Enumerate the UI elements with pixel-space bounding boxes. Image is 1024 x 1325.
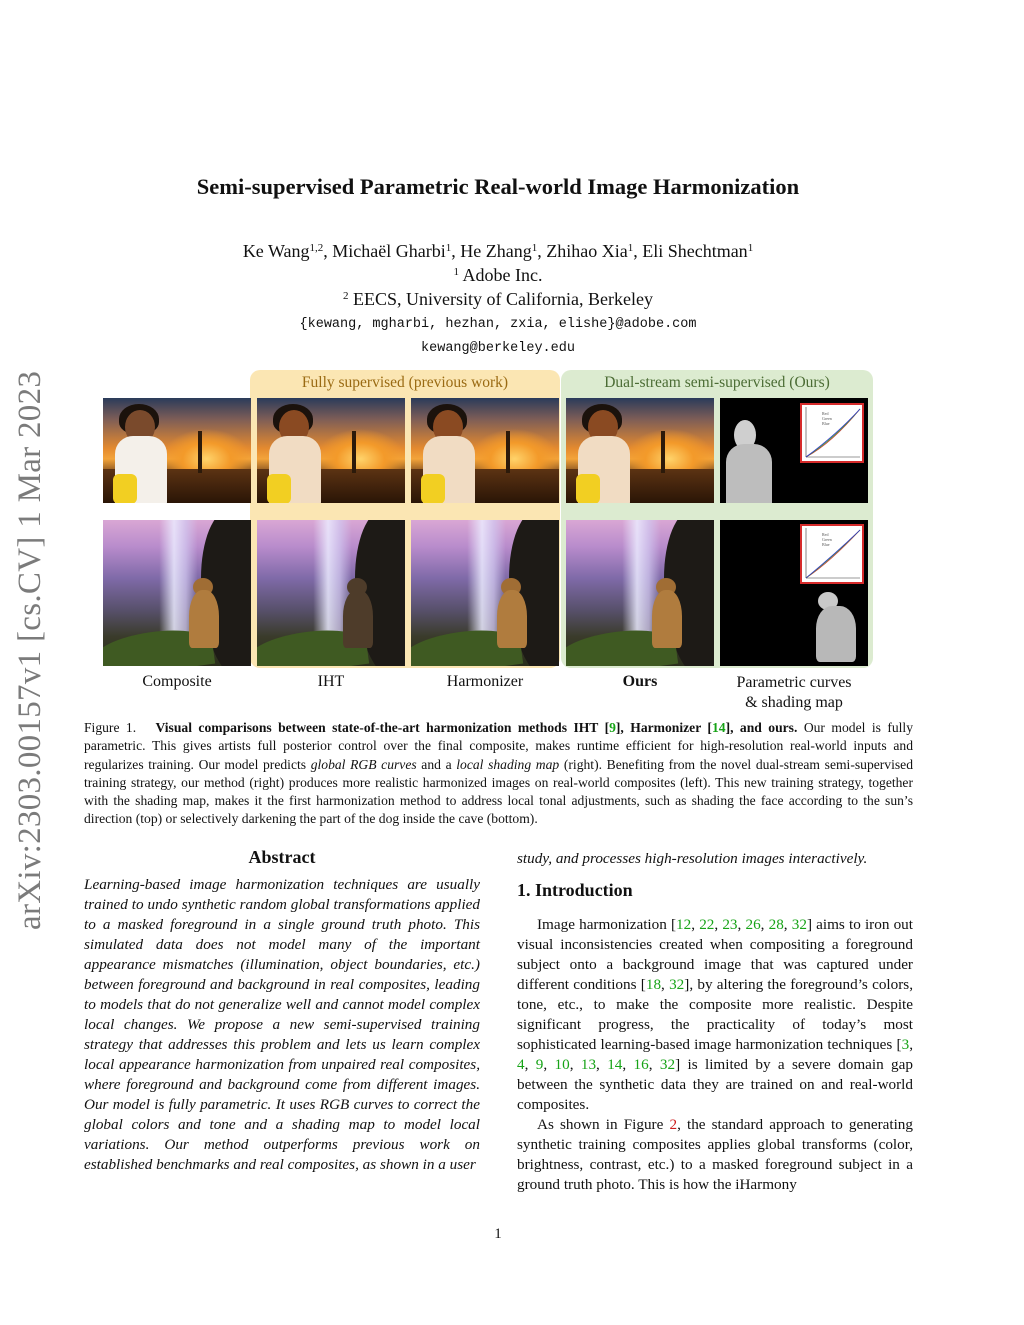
author-name: He Zhang: [460, 241, 532, 261]
intro-p1-text-b: ] aims to iron out visual inconsistencies created when compositing a foreground subject onto a background image that was captured under different conditions [: [517, 916, 913, 993]
figure-caption: [84, 719, 913, 829]
caption-bold-c: ], and ours.: [725, 720, 798, 735]
citation-link[interactable]: 23: [722, 916, 738, 933]
email-adobe: {kewang, mgharbi, hezhan, zxia, elishe}@adobe.com: [299, 317, 697, 332]
composite-portrait-image: [103, 398, 251, 503]
author-name: Zhihao Xia: [546, 241, 628, 261]
rgb-curve-plot-bottom: [800, 524, 864, 584]
column-label-harmonizer: Harmonizer: [446, 673, 524, 690]
caption-em-shading: local shading map: [456, 756, 560, 772]
caption-bold-b: ], Harmonizer [: [615, 720, 712, 735]
column-label-composite: Composite: [142, 673, 212, 690]
citation-group-2: 18, 32: [645, 976, 685, 993]
author-affiliation-marker: 1: [747, 242, 754, 254]
abstract-body: Learning-based image harmonization techniques are usually trained to undo synthetic random global transformations applied to a masked foreground in a single ground truth photo. This simulated data does not model many of the important appearance mismatches (illumination, object boundaries, etc.) between foreground and background in real composites, leading to models that do not generalize well and cannot model complex local changes. We propose a new semi-supervised training strategy that addresses this problem and lets us learn complex local appearance harmonization from unpaired real composites, where foreground and background come from different images. Our model is fully parametric. It uses RGB curves to correct the global colors and tone and a shading map to model local variations. Our method outperforms previous work on established benchmarks and real composites, as shown in a user: [84, 876, 480, 1173]
caption-text-c: (right). Benefiting from the novel dual-stream semi-supervised training strategy, our method (right) produces more realistic harmonized images on real-world composites (left). This new training strategy, together with the shading map, makes it the first harmonization method to address local tonal adjustments, such as shading the face according to the sun’s direction (top) or selectively darkening the part of the dog inside the cave (bottom).: [84, 756, 913, 827]
column-label-ours: Ours: [622, 673, 658, 690]
affiliation-1: [0, 265, 996, 286]
citation-link[interactable]: 3: [901, 1036, 910, 1053]
affiliation-1-marker: 1: [453, 266, 459, 278]
curve-legend-red: Red: [822, 411, 829, 416]
ours-portrait-image: [566, 398, 714, 503]
author-list: Ke Wang$^{1,2}$, Michaël Gharbi$^1$, He Zhang$^1$, Zhihao Xia$^1$, Eli Shechtman$^1$: [242, 241, 754, 261]
curve-legend-blue: Blue: [822, 421, 830, 426]
caption-bold-a: Visual comparisons between state-of-the-art harmonization methods IHT [: [155, 720, 610, 735]
column-label-curves: [705, 673, 883, 713]
intro-p1-text-c: ], by altering the foreground’s colors, tone, etc., to make the composite more realistic. Despite significant progress, the practicality of today’s most sophisticated learning-based image harmonization techniques [: [517, 976, 913, 1053]
curve-legend-green: Green: [822, 416, 832, 421]
portrait-shading-map-image: [720, 398, 868, 503]
waterfall-shading-map-image: [720, 520, 868, 666]
affiliation-2-text: EECS, University of California, Berkeley: [353, 289, 653, 309]
introduction-paragraph-1: [517, 915, 913, 1115]
citation-link-iht[interactable]: 9: [609, 720, 616, 735]
ours-waterfall-image: [566, 520, 714, 666]
intro-p1-text-d: ] is limited by a severe domain gap between the synthetic data they are trained on and real-world composites.: [517, 1056, 913, 1113]
citation-link[interactable]: 18: [645, 976, 662, 993]
citation-link[interactable]: 12: [676, 916, 692, 933]
curve-legend-blue-2: Blue: [822, 542, 830, 547]
citation-link[interactable]: 14: [607, 1056, 623, 1073]
caption-text-b: and a: [416, 756, 457, 772]
figure-label: Figure 1.: [84, 720, 137, 735]
author-affiliation-marker: 1: [627, 242, 634, 254]
caption-text-a: Our model is fully parametric. This gives artists full posterior control over the final composite, makes runtime efficient for high-resolution real-world inputs and regularizes training. Our model predicts: [84, 720, 914, 772]
fully-supervised-group-label: Fully supervised (previous work): [301, 374, 509, 391]
author-name: Michaël Gharbi: [332, 241, 446, 261]
citation-link[interactable]: 16: [633, 1056, 649, 1073]
citation-link[interactable]: 32: [791, 916, 807, 933]
citation-link[interactable]: 9: [535, 1056, 544, 1073]
citation-group-1: 12, 22, 23, 26, 28, 32: [676, 916, 807, 933]
curve-legend-red-2: Red: [822, 532, 829, 537]
citation-link[interactable]: 32: [659, 1056, 676, 1073]
citation-link[interactable]: 28: [768, 916, 784, 933]
citation-link[interactable]: 4: [517, 1056, 525, 1073]
citation-link-harmonizer[interactable]: 14: [711, 720, 726, 735]
composite-waterfall-image: [103, 520, 251, 666]
column-label-curves-line2: & shading map: [745, 694, 843, 711]
affiliation-2-marker: 2: [343, 290, 349, 302]
iht-waterfall-image: [257, 520, 405, 666]
introduction-heading: 1. Introduction: [517, 880, 633, 900]
citation-link[interactable]: 13: [580, 1056, 597, 1073]
author-affiliation-marker: 1: [445, 242, 452, 254]
abstract-continued: study, and processes high-resolution images interactively.: [517, 850, 868, 867]
curve-legend-green-2: Green: [822, 537, 832, 542]
author-name: Eli Shechtman: [642, 241, 748, 261]
column-label-curves-line1: Parametric curves: [736, 674, 852, 691]
abstract-heading: Abstract: [248, 847, 316, 867]
harmonizer-portrait-image: [411, 398, 559, 503]
author-affiliation-marker: 1: [531, 242, 538, 254]
citation-link[interactable]: 22: [699, 916, 715, 933]
dual-stream-group-label: Dual-stream semi-supervised (Ours): [604, 374, 830, 391]
harmonizer-waterfall-image: [411, 520, 559, 666]
citation-link[interactable]: 26: [745, 916, 761, 933]
introduction-paragraph-2: [517, 1115, 913, 1195]
author-name: Ke Wang: [242, 241, 310, 261]
rgb-curve-plot-top: [800, 403, 864, 463]
citation-link[interactable]: 32: [669, 976, 685, 993]
affiliation-1-text: Adobe Inc.: [462, 265, 543, 285]
email-berkeley: kewang@berkeley.edu: [421, 341, 575, 356]
citation-group-3: 3, 4, 9, 10, 13, 14, 16, 32: [517, 1036, 913, 1073]
paper-title: Semi-supervised Parametric Real-world Image Harmonization: [196, 174, 800, 199]
iht-portrait-image: [257, 398, 405, 503]
intro-p1-text-a: Image harmonization [: [537, 916, 677, 933]
affiliation-2: [0, 289, 996, 310]
column-label-iht: IHT: [317, 673, 345, 690]
author-affiliation-marker: 1,2: [309, 242, 324, 254]
arxiv-side-stamp: arXiv:2303.00157v1 [cs.CV] 1 Mar 2023: [12, 370, 48, 930]
intro-p2-text-a: As shown in Figure: [537, 1116, 670, 1133]
figure-2-link[interactable]: 2: [669, 1116, 678, 1133]
caption-em-curves: global RGB curves: [310, 756, 417, 772]
citation-link[interactable]: 10: [554, 1056, 570, 1073]
intro-p2-text-b: , the standard approach to generating synthetic training composites applies global transforms (color, brightness, contrast, etc.) to a masked foreground subject in a ground truth photo. This is how the iHarmony: [517, 1116, 913, 1193]
page-number: 1: [494, 1226, 502, 1242]
